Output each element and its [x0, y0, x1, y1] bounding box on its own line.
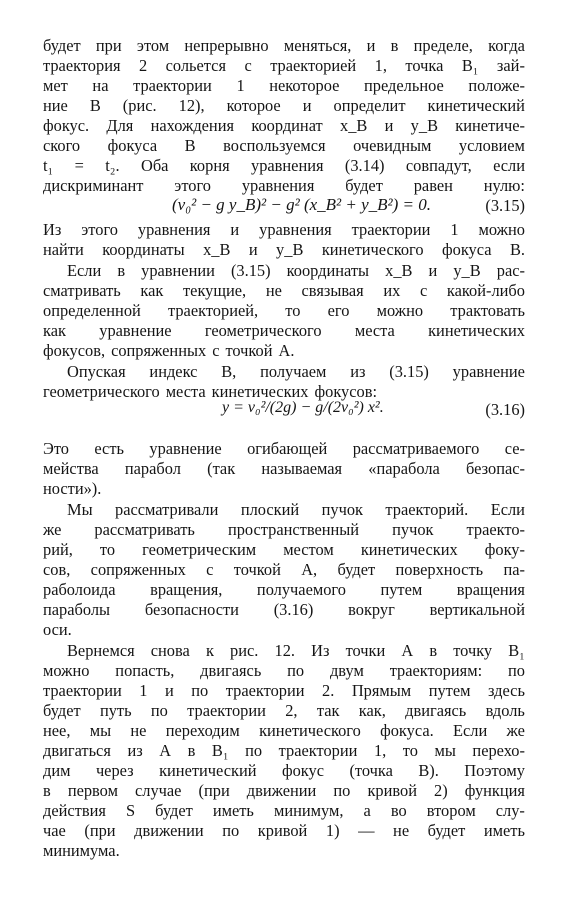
text-line: будет при этом непрерывно меняться, и в пределе, когда [43, 36, 525, 55]
text-line: t₁ = t₂. Оба корня уравнения (3.14) совпадут, если [43, 156, 525, 175]
text-line: дим через кинетический фокус (точка B). Поэтому [43, 761, 525, 780]
text-line: будет путь по траектории 2, так как, двигаясь вдоль [43, 701, 525, 720]
text-line: рий, то геометрическим местом кинетических фоку- [43, 540, 525, 559]
text-line-indented: Вернемся снова к рис. 12. Из точки A в точку B₁ [67, 641, 525, 660]
text-line: в первом случае (при движении по кривой 2) функция [43, 781, 525, 800]
text-line: сматривать как текущие, не связывая их с какой-либо [43, 281, 525, 300]
text-line: оси. [43, 620, 72, 639]
equation-3-16: y = v₀²/(2g) − g/(2v₀²) x². [222, 399, 384, 416]
text-line: определенной траекторией, то его можно трактовать [43, 301, 525, 320]
text-line: минимума. [43, 841, 120, 860]
text-line: дискриминант этого уравнения будет равен нулю: [43, 176, 525, 195]
text-line: траектория 2 сольется с траекторией 1, точка B₁ зай- [43, 56, 525, 75]
text-line: Из этого уравнения и уравнения траектории 1 можно [43, 220, 525, 239]
text-line-indented: Если в уравнении (3.15) координаты x_B и y_B рас- [67, 261, 525, 280]
equation-number-3-15: (3.15) [485, 196, 525, 215]
text-line: можно попасть, двигаясь по двум траекториям: по [43, 661, 525, 680]
text-line: ние B (рис. 12), которое и определит кинетический [43, 96, 525, 115]
text-line-indented: Опуская индекс B, получаем из (3.15) уравнение [67, 362, 525, 381]
text-line: действия S будет иметь минимум, а во втором слу- [43, 801, 525, 820]
text-line: фокус. Для нахождения координат x_B и y_B кинетиче- [43, 116, 525, 135]
equation-3-15: (v₀² − g y_B)² − g² (x_B² + y_B²) = 0. [172, 195, 432, 214]
text-line: как уравнение геометрического места кинетических [43, 321, 525, 340]
equation-number-3-16: (3.16) [485, 400, 525, 419]
text-line: фокусов, сопряженных с точкой A. [43, 341, 295, 360]
text-line: же рассматривать пространственный пучок траекто- [43, 520, 525, 539]
text-line: ского фокуса B воспользуемся очевидным условием [43, 136, 525, 155]
text-line: найти координаты x_B и y_B кинетического фокуса B. [43, 240, 525, 259]
text-line: нее, мы не переходим кинетического фокуса. Если же [43, 721, 525, 740]
text-line: мет на траектории 1 некоторое предельное положе- [43, 76, 525, 95]
text-line: траектории 1 и по траектории 2. Прямым путем здесь [43, 681, 525, 700]
text-line: двигаться из A в B₁ по траектории 1, то мы перехо- [43, 741, 525, 760]
text-line: Это есть уравнение огибающей рассматриваемого се- [43, 439, 525, 458]
text-line: параболы безопасности (3.16) вокруг вертикальной [43, 600, 525, 619]
text-line: ности»). [43, 479, 102, 498]
text-line: раболоида вращения, получаемого путем вращения [43, 580, 525, 599]
text-line: мейства парабол (так называемая «парабола безопас- [43, 459, 525, 478]
text-line: чае (при движении по кривой 1) — не будет иметь [43, 821, 525, 840]
text-line-indented: Мы рассматривали плоский пучок траекторий. Если [67, 500, 525, 519]
text-line: геометрического места кинетических фокусов: [43, 382, 378, 401]
text-line: сов, сопряженных с точкой A, будет поверхность па- [43, 560, 525, 579]
